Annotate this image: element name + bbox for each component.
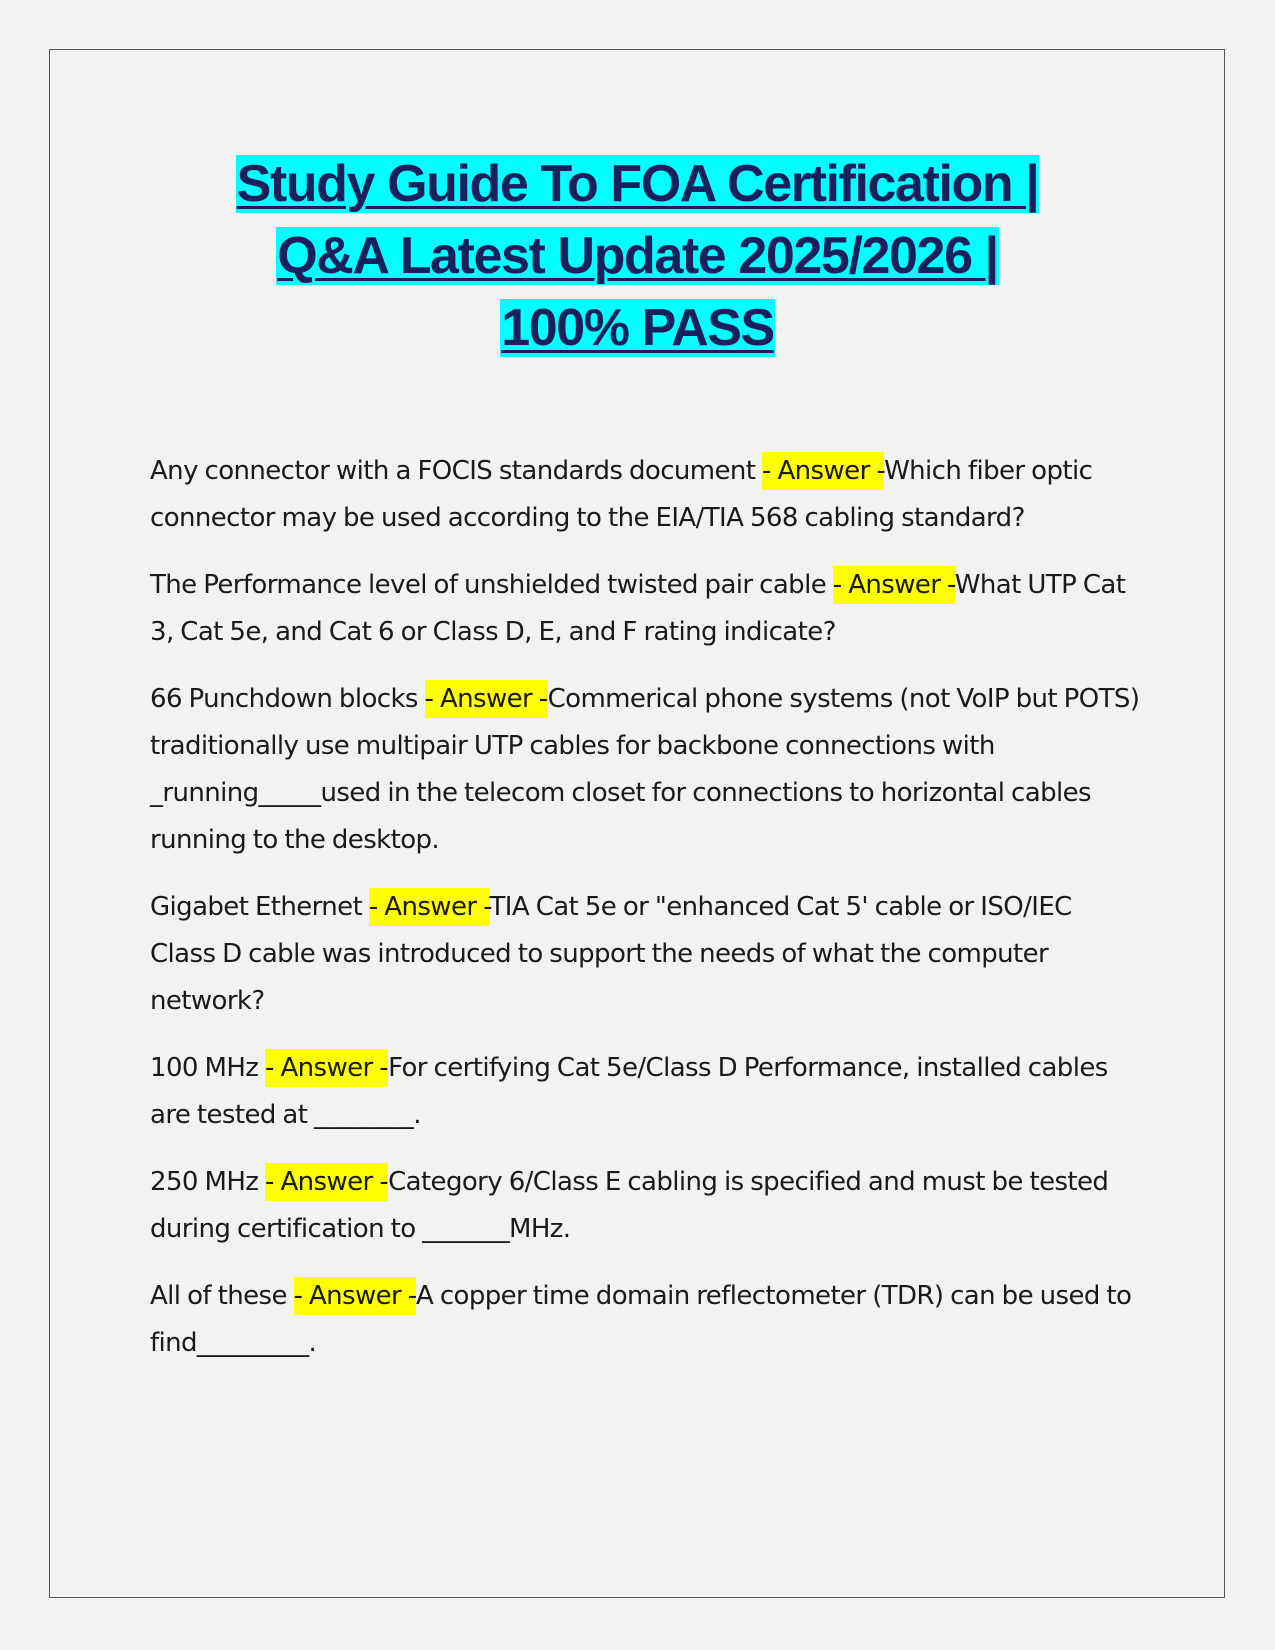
qa-answer: All of these: [150, 1281, 294, 1311]
qa-item: [150, 1045, 1140, 1139]
qa-question: What UTP Cat 3, Cat 5e, and Cat 6 or Class D, E, and F rating indicate?: [150, 570, 1126, 647]
qa-question: A copper time domain reflectometer (TDR) can be used to find_________.: [150, 1281, 1132, 1358]
qa-question: For certifying Cat 5e/Class D Performance, installed cables are tested at ________.: [150, 1053, 1108, 1130]
answer-marker: - Answer -: [833, 566, 955, 604]
qa-answer: 250 MHz: [150, 1167, 265, 1197]
qa-item: [150, 1159, 1140, 1253]
qa-question: TIA Cat 5e or "enhanced Cat 5' cable or ISO/IEC Class D cable was introduced to support the needs of what the computer network?: [150, 892, 1072, 1016]
answer-marker: - Answer -: [425, 680, 548, 718]
qa-question: Commerical phone systems (not VoIP but POTS) traditionally use multipair UTP cables for backbone connections with _running_____used in the telecom closet for connections to horizontal cables running to the desktop.: [150, 684, 1140, 855]
qa-answer: Gigabet Ethernet: [150, 892, 369, 922]
qa-item: [150, 1273, 1140, 1367]
qa-item: [150, 676, 1140, 864]
qa-answer: The Performance level of unshielded twisted pair cable: [150, 570, 833, 600]
qa-answer: 66 Punchdown blocks: [150, 684, 425, 714]
qa-question: Category 6/Class E cabling is specified and must be tested during certification to _______MHz.: [150, 1167, 1109, 1244]
answer-marker: - Answer -: [265, 1163, 388, 1201]
answer-marker: - Answer -: [294, 1277, 416, 1315]
qa-item: [150, 562, 1140, 656]
answer-marker: - Answer -: [369, 888, 490, 926]
qa-item: [150, 448, 1140, 542]
qa-list: [150, 448, 1140, 1387]
qa-answer: 100 MHz: [150, 1053, 265, 1083]
title-line-1: Study Guide To FOA Certification |: [236, 155, 1039, 213]
qa-question: Which fiber optic connector may be used according to the EIA/TIA 568 cabling standard?: [150, 456, 1093, 533]
qa-answer: Any connector with a FOCIS standards document: [150, 456, 763, 486]
title-line-2: Q&A Latest Update 2025/2026 |: [277, 227, 998, 285]
answer-marker: - Answer -: [762, 452, 884, 490]
title-line-3: 100% PASS: [501, 299, 774, 357]
answer-marker: - Answer -: [265, 1049, 388, 1087]
qa-item: [150, 884, 1140, 1025]
document-title: [100, 148, 1175, 364]
